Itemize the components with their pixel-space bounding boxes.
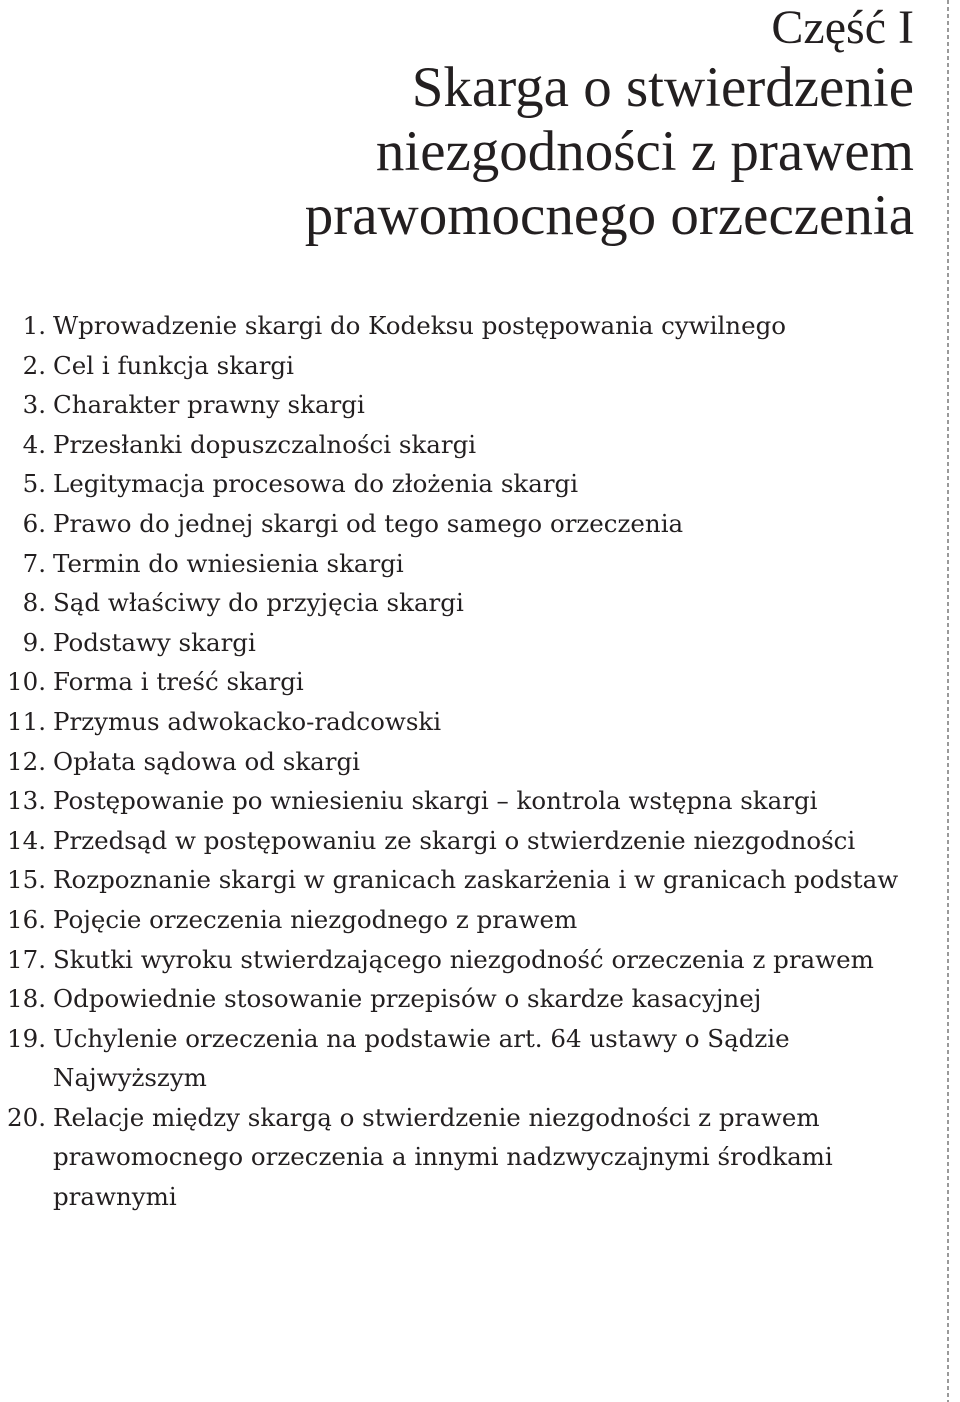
toc-item-title: Wprowadzenie skargi do Kodeksu postępowania cywilnego: [53, 311, 787, 340]
toc-item-number: 2.: [22, 350, 46, 380]
toc-item-title: Opłata sądowa od skargi: [53, 746, 361, 776]
toc-item-title: Podstawy skargi: [53, 627, 256, 657]
toc-item-title: Postępowanie po wniesieniu skargi – kontrola wstępna skargi: [53, 786, 818, 816]
toc-item-number: 13.: [7, 786, 46, 816]
toc-item: [0, 742, 920, 782]
toc-item-number: 3.: [22, 390, 46, 420]
toc-item: [0, 464, 920, 504]
toc-item: [0, 781, 920, 821]
toc-item: [0, 662, 920, 702]
toc-item-title: Sąd właściwy do przyjęcia skargi: [53, 588, 464, 618]
chapter-heading: [305, 0, 914, 248]
table-of-contents: [0, 306, 920, 1217]
toc-item: [0, 425, 920, 465]
toc-item-title: Legitymacja procesowa do złożenia skargi: [53, 469, 579, 499]
part-label: Część I: [771, 1, 914, 54]
toc-item-title: Forma i treść skargi: [53, 667, 304, 697]
toc-item-number: 20.: [7, 1102, 46, 1132]
toc-item: [0, 900, 920, 940]
toc-item: [0, 821, 920, 861]
toc-item-title: Relacje między skargą o stwierdzenie niezgodności z prawem prawomocnego orzeczenia a innymi nadzwyczajnymi środkami prawnymi: [53, 1102, 833, 1212]
page-edge-dotted-rule: [947, 0, 949, 1402]
toc-item-title: Uchylenie orzeczenia na podstawie art. 64 ustawy o Sądzie Najwyższym: [53, 1023, 790, 1093]
toc-item: [0, 979, 920, 1019]
toc-item-number: 12.: [7, 746, 46, 776]
toc-item-title: Przymus adwokacko-radcowski: [53, 706, 442, 736]
toc-item-title: Rozpoznanie skargi w granicach zaskarżenia i w granicach podstaw: [53, 865, 899, 895]
toc-item: [0, 346, 920, 386]
toc-item-number: 11.: [7, 706, 46, 736]
toc-item-number: 19.: [7, 1023, 46, 1053]
toc-item: [0, 306, 920, 346]
toc-item: [0, 860, 920, 900]
toc-item-title: Przedsąd w postępowaniu ze skargi o stwierdzenie niezgodności: [53, 825, 856, 855]
toc-item: [0, 940, 920, 980]
toc-item-number: 17.: [7, 944, 46, 974]
toc-item-title: Odpowiednie stosowanie przepisów o skardze kasacyjnej: [53, 984, 762, 1014]
toc-item-number: 5.: [22, 469, 46, 499]
toc-item-title: Pojęcie orzeczenia niezgodnego z prawem: [53, 904, 578, 934]
toc-item-number: 4.: [22, 429, 46, 459]
toc-item: [0, 385, 920, 425]
toc-item-number: 18.: [7, 984, 46, 1014]
toc-item-title: Prawo do jednej skargi od tego samego orzeczenia: [53, 508, 684, 538]
toc-item: [0, 544, 920, 584]
toc-item-title: Skutki wyroku stwierdzającego niezgodność orzeczenia z prawem: [53, 944, 874, 974]
toc-item-title: Przesłanki dopuszczalności skargi: [53, 429, 477, 459]
chapter-title-line: niezgodności z prawem: [375, 120, 914, 183]
toc-item: [0, 1098, 920, 1217]
toc-item-number: 15.: [7, 865, 46, 895]
toc-item-number: 9.: [22, 627, 46, 657]
chapter-title-line: prawomocnego orzeczenia: [304, 184, 914, 247]
toc-item-number: 7.: [22, 548, 46, 578]
toc-item-title: Termin do wniesienia skargi: [53, 548, 404, 578]
toc-item: [0, 504, 920, 544]
toc-item-title: Cel i funkcja skargi: [53, 350, 294, 380]
toc-item: [0, 623, 920, 663]
toc-item: [0, 1019, 920, 1098]
toc-item-number: 8.: [22, 588, 46, 618]
toc-item-number: 14.: [7, 825, 46, 855]
toc-item-number: 1.: [22, 311, 46, 340]
toc-item: [0, 702, 920, 742]
toc-item: [0, 583, 920, 623]
chapter-title-line: Skarga o stwierdzenie: [411, 56, 914, 119]
toc-item-title: Charakter prawny skargi: [53, 390, 365, 420]
toc-item-number: 16.: [7, 904, 46, 934]
toc-item-number: 10.: [7, 667, 46, 697]
toc-item-number: 6.: [22, 508, 46, 538]
